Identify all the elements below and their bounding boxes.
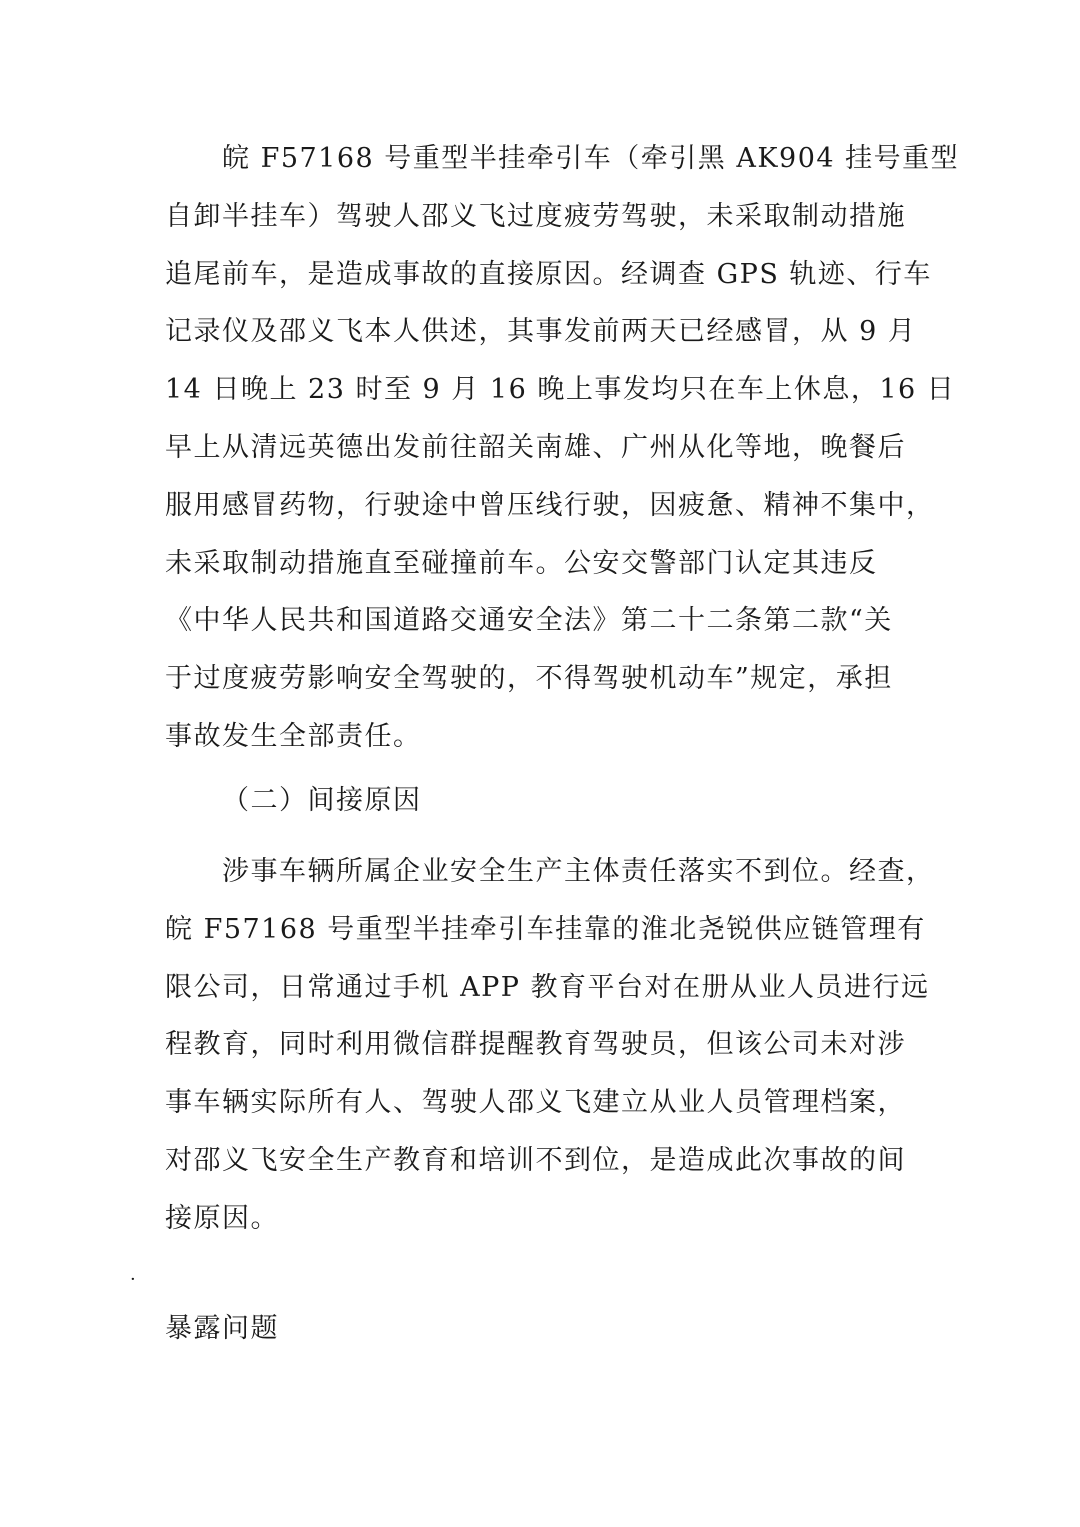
paragraph-line: 事车辆实际所有人、驾驶人邵义飞建立从业人员管理档案， xyxy=(165,1087,906,1119)
paragraph-line: 早上从清远英德出发前往韶关南雄、广州从化等地，晚餐后 xyxy=(165,431,906,463)
paragraph-line: 皖 F57168 号重型半挂牵引车（牵引黑 AK904 挂号重型 xyxy=(222,143,960,174)
paragraph-line: 涉事车辆所属企业安全生产主体责任落实不到位。经查， xyxy=(222,856,935,887)
exposed-issues-title: 暴露问题 xyxy=(165,1313,279,1344)
paragraph-line: 于过度疲劳影响安全驾驶的，不得驾驶机动车”规定，承担 xyxy=(165,663,893,695)
paragraph-line: 自卸半挂车）驾驶人邵义飞过度疲劳驾驶，未采取制动措施 xyxy=(165,200,906,232)
paragraph-line: 事故发生全部责任。 xyxy=(165,720,422,752)
indirect-cause-heading xyxy=(165,772,920,830)
paragraph-line: 接原因。 xyxy=(165,1202,279,1234)
paragraph-line: 14 日晚上 23 时至 9 月 16 晚上事发均只在车上休息，16 日 xyxy=(165,374,956,406)
indirect-cause-paragraph xyxy=(165,843,935,1248)
paragraph-line: 对邵义飞安全生产教育和培训不到位，是造成此次事故的间 xyxy=(165,1144,906,1176)
paragraph-line: 皖 F57168 号重型半挂牵引车挂靠的淮北尧锐供应链管理有 xyxy=(165,913,926,945)
stray-dot-mark: · xyxy=(130,1269,136,1290)
paragraph-line: 追尾前车，是造成事故的直接原因。经调查 GPS 轨迹、行车 xyxy=(165,258,932,290)
paragraph-line: 未采取制动措施直至碰撞前车。公安交警部门认定其违反 xyxy=(165,547,878,579)
paragraph-line: 程教育，同时利用微信群提醒教育驾驶员，但该公司未对涉 xyxy=(165,1029,906,1061)
paragraph-line: 《中华人民共和国道路交通安全法》第二十二条第二款“关 xyxy=(165,605,893,637)
paragraph-line: 记录仪及邵义飞本人供述，其事发前两天已经感冒，从 9 月 xyxy=(165,316,917,348)
paragraph-line: 服用感冒药物，行驶途中曾压线行驶，因疲惫、精神不集中， xyxy=(165,489,935,521)
paragraph-line: 限公司，日常通过手机 APP 教育平台对在册从业人员进行远 xyxy=(165,971,930,1003)
direct-cause-paragraph xyxy=(165,130,960,766)
section-heading: （二）间接原因 xyxy=(222,785,422,816)
